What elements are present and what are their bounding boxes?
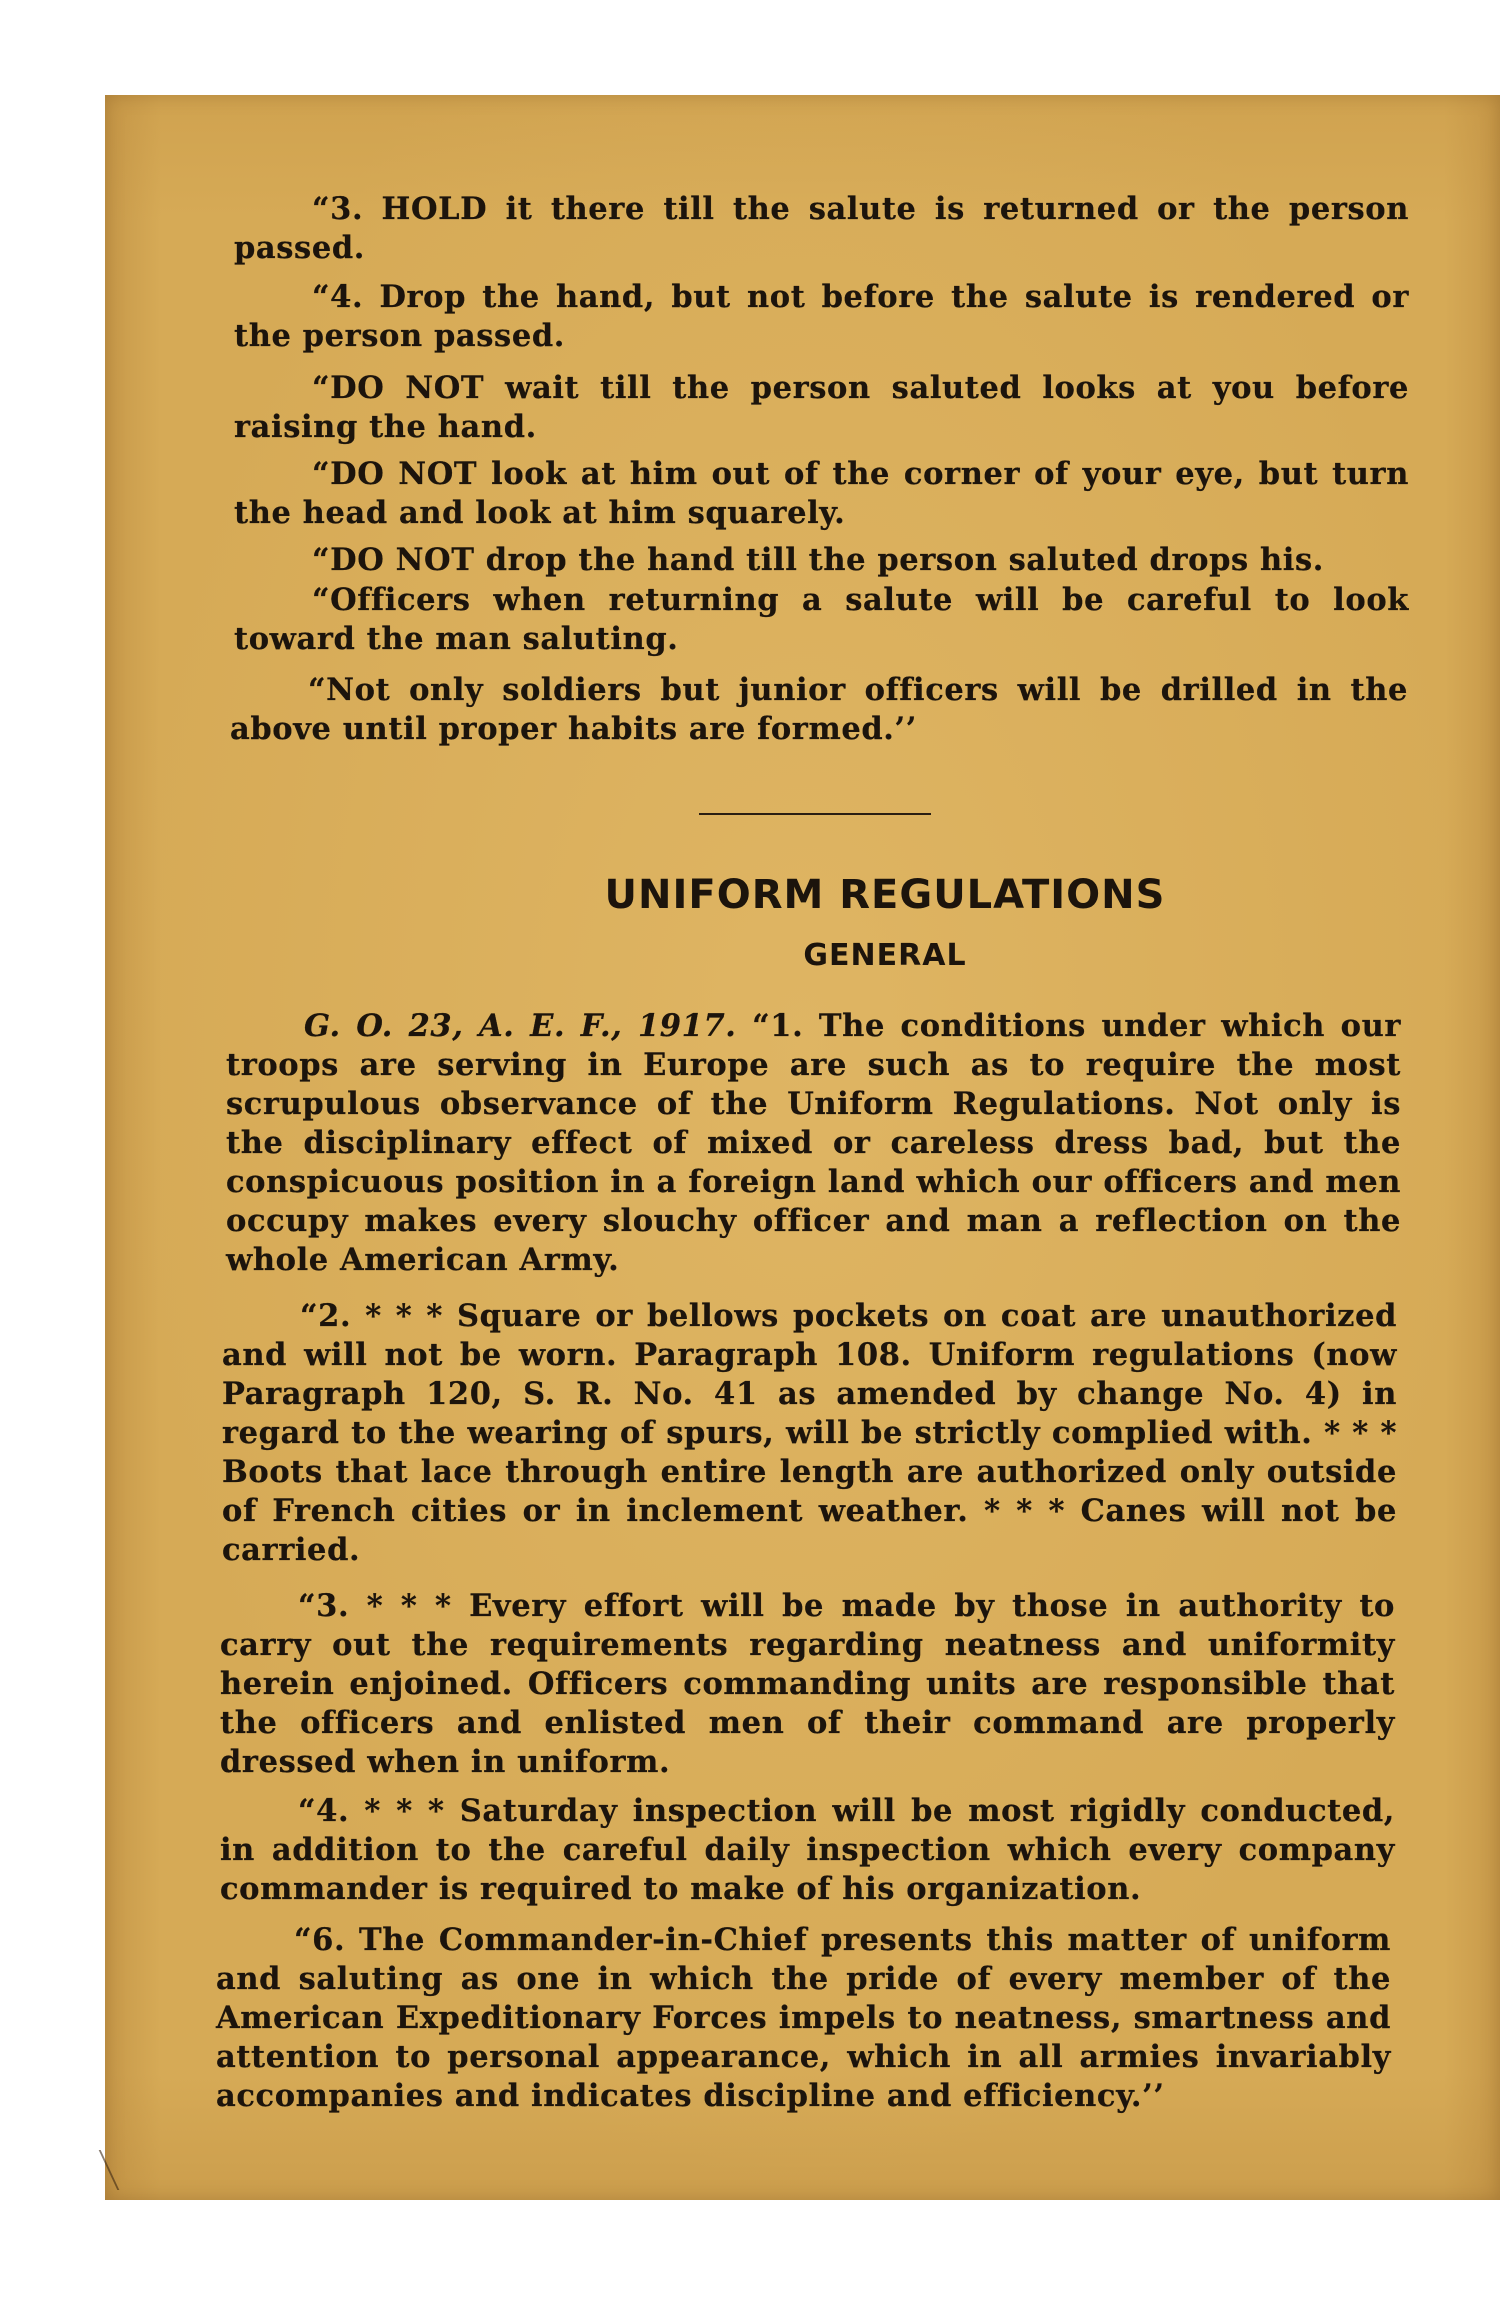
salute-officers-returning: “Officers when returning a salute will be careful to look toward the man saluting. <box>234 582 1409 657</box>
uniform-paragraph-1-text: “1. The conditions under which our troops are serving in Europe are such as to require the most scrupulous observance of the Uniform Regulations. Not only is the disciplinary effect of mixed or careless dress bad, but the conspicuous position in a foreign land which our officers and men occupy makes every slouchy officer and man a reflection on the whole American Army. <box>226 1008 1402 1278</box>
uniform-paragraph-4: “4. * * * Saturday inspection will be most rigidly conducted, in addition to the careful daily inspection which every company commander is required to make of his organization. <box>220 1793 1395 1907</box>
order-reference: G. O. 23, A. E. F., 1917. <box>304 1008 737 1044</box>
uniform-paragraph-2: “2. * * * Square or bellows pockets on coat are unauthorized and will not be worn. Paragraph 108. Uniform regulations (now Paragraph 120, S. R. No. 41 as amended by change No. 4) in regard to the wearing of spurs, will be strictly complied with. * * * Boots that lace through entire length are authorized only outside of French cities or in inclement weather. * * * Canes will not be carried. <box>222 1298 1397 1568</box>
section-title: UNIFORM REGULATIONS <box>604 872 1166 918</box>
salute-do-not-look: “DO NOT look at him out of the corner of your eye, but turn the head and look at him squarely. <box>234 456 1409 531</box>
section-subtitle: GENERAL <box>803 938 967 973</box>
salute-do-not-drop: “DO NOT drop the hand till the person saluted drops his. <box>312 542 1324 578</box>
section-divider <box>699 813 931 815</box>
uniform-paragraph-1 <box>226 1007 1401 1280</box>
salute-junior-officers: “Not only soldiers but junior officers will be drilled in the above until proper habits are formed.’’ <box>230 672 1408 747</box>
salute-do-not-wait: “DO NOT wait till the person saluted looks at you before raising the hand. <box>234 370 1409 445</box>
salute-paragraph-4: “4. Drop the hand, but not before the salute is rendered or the person passed. <box>234 279 1409 354</box>
uniform-paragraph-6: “6. The Commander-in-Chief presents this matter of uniform and saluting as one in which the pride of every member of the American Expeditionary Forces impels to neatness, smartness and attention to personal appearance, which in all armies invariably accompanies and indicates discipline and efficiency.’’ <box>216 1922 1391 2114</box>
uniform-paragraph-3: “3. * * * Every effort will be made by those in authority to carry out the requirements regarding neatness and uniformity herein enjoined. Officers commanding units are responsible that the officers and enlisted men of their command are properly dressed when in uniform. <box>220 1588 1395 1780</box>
salute-paragraph-3: “3. HOLD it there till the salute is returned or the person passed. <box>234 191 1409 266</box>
